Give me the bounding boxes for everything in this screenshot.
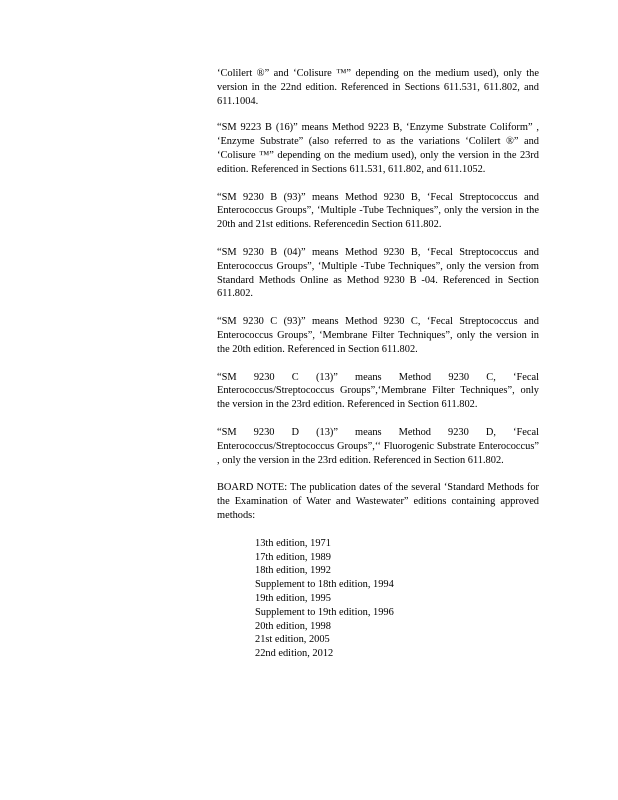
edition-item: 18th edition, 1992 xyxy=(255,565,331,577)
paragraph-sm-9223-b-16: “SM 9223 B (16)” means Method 9223 B, ‘Enzyme Substrate Coliform” , ‘Enzyme Substrate” (also referred to as the variations ‘Colilert ®” and ‘Colisure ™” depending on the medium used), only the version in the 23rd edition. Referenced in Sections 611.531, 611.802, and 611.1052. xyxy=(217,122,539,175)
paragraph-sm-9230-b-93: “SM 9230 B (93)” means Method 9230 B, ‘Fecal Streptococcus and Enterococcus Groups”, ‘Multiple -Tube Techniques”, only the version in the 20th and 21st editions. Referencedin Section 611.802. xyxy=(217,191,539,231)
edition-item: 20th edition, 1998 xyxy=(255,620,331,632)
paragraph-sm-9230-c-93: “SM 9230 C (93)” means Method 9230 C, ‘Fecal Streptococcus and Enterococcus Groups”, ‘Membrane Filter Techniques”, only the version in the 20th edition. Referenced in Section 611.802. xyxy=(217,316,539,355)
paragraph-sm-9230-b-04: “SM 9230 B (04)” means Method 9230 B, ‘Fecal Streptococcus and Enterococcus Groups”, ‘Multiple -Tube Techniques”, only the version from Standard Methods Online as Method 9230 B -04. Referenced in Section 611.802. xyxy=(217,246,539,300)
edition-item: 22nd edition, 2012 xyxy=(255,648,334,660)
paragraph-sm-9230-d-13: “SM 9230 D (13)” means Method 9230 D, ‘Fecal Enterococcus/Streptococcus Groups”,‘‘ Fluorogenic Substrate Enterococcus” , only the version in the 23rd edition. Referenced in Section 611.802. xyxy=(217,426,539,466)
paragraph-board-note: BOARD NOTE: The publication dates of the several ‘Standard Methods for the Examination of Water and Wastewater” editions containing approved methods: xyxy=(217,482,539,521)
edition-item: 17th edition, 1989 xyxy=(255,551,331,563)
edition-item: 21st edition, 2005 xyxy=(255,634,330,646)
paragraph-sm-9230-c-13: “SM 9230 C (13)” means Method 9230 C, ‘Fecal Enterococcus/Streptococcus Groups”,‘Membrane Filter Techniques”, only the version in the 23rd edition. Referenced in Section 611.802. xyxy=(217,371,539,411)
editions-list xyxy=(255,537,539,661)
edition-item: 13th edition, 1971 xyxy=(255,537,331,549)
text-column xyxy=(217,67,539,661)
edition-item: 19th edition, 1995 xyxy=(255,592,331,604)
paragraph-colilert-continuation: ‘Colilert ®” and ‘Colisure ™” depending on the medium used), only the version in the 22nd edition. Referenced in Sections 611.531, 611.802, and 611.1004. xyxy=(217,68,539,107)
edition-item: Supplement to 19th edition, 1996 xyxy=(255,606,394,618)
edition-item: Supplement to 18th edition, 1994 xyxy=(255,579,394,591)
